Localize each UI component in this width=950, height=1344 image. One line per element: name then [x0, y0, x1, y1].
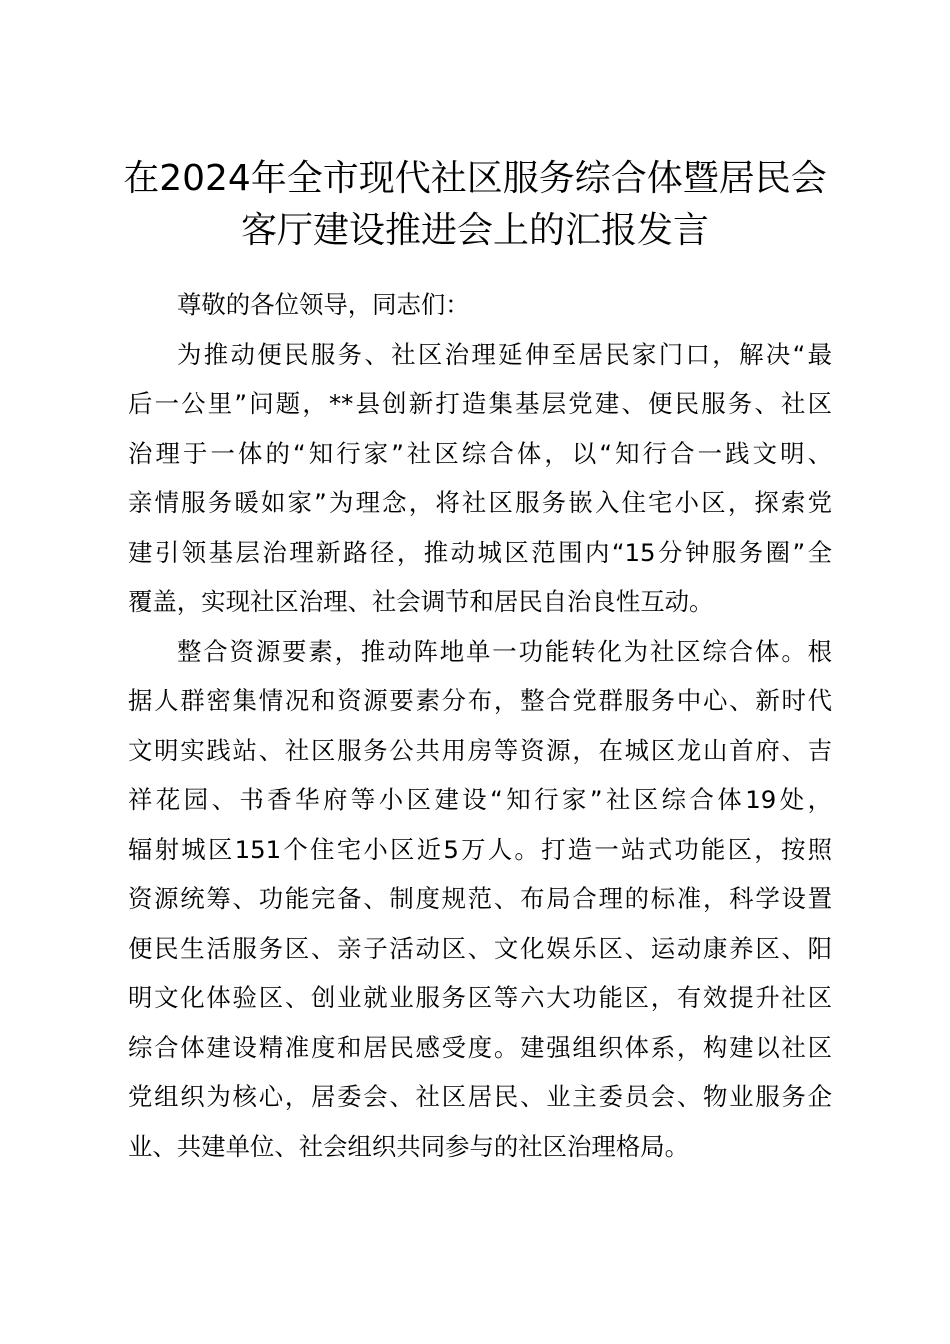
- document-body: [128, 280, 832, 1171]
- text-line: 为推动便民服务、社区治理延伸至居民家门口，解决“最: [177, 339, 832, 369]
- text-line: 业、共建单位、社会组织共同参与的社区治理格局。: [128, 1131, 689, 1161]
- text-line: 覆盖，实现社区治理、社会调节和居民自治良性互动。: [128, 587, 714, 616]
- text-line: 据人群密集情况和资源要素分布，整合党群服务中心、新时代: [128, 686, 832, 715]
- text-line: 综合体建设精准度和居民感受度。建强组织体系，构建以社区: [128, 1032, 832, 1062]
- text-line: 明文化体验区、创业就业服务区等六大功能区，有效提升社区: [128, 983, 832, 1012]
- text-line: 建引领基层治理新路径，推动城区范围内“15分钟服务圈”全: [128, 537, 832, 567]
- text-line: 整合资源要素，推动阵地单一功能转化为社区综合体。根: [177, 636, 832, 666]
- document-title: [0, 153, 950, 257]
- salutation-paragraph: [128, 280, 832, 330]
- text-line: 治理于一体的“知行家”社区综合体，以“知行合一践文明、: [128, 438, 832, 468]
- text-line: 后一公里”问题，**县创新打造集基层党建、便民服务、社区: [128, 389, 832, 418]
- intro-paragraph: [128, 330, 832, 627]
- text-line: 辐射城区151个住宅小区近5万人。打造一站式功能区，按照: [128, 834, 832, 864]
- title-line: 客厅建设推进会上的汇报发言: [240, 210, 709, 251]
- text-line: 祥花园、书香华府等小区建设“知行家”社区综合体19处，: [128, 785, 832, 814]
- text-line: 党组织为核心，居委会、社区居民、业主委员会、物业服务企: [128, 1082, 832, 1111]
- text-line: 文明实践站、社区服务公共用房等资源，在城区龙山首府、吉: [128, 735, 832, 765]
- resources-paragraph: [128, 627, 832, 1172]
- text-line: 亲情服务暖如家”为理念，将社区服务嵌入住宅小区，探索党: [128, 488, 832, 517]
- text-line: 尊敬的各位领导，同志们：: [177, 290, 470, 319]
- title-line: 在2024年全市现代社区服务综合体暨居民会: [123, 158, 827, 199]
- text-line: 便民生活服务区、亲子活动区、文化娱乐区、运动康养区、阳: [128, 933, 832, 963]
- text-line: 资源统筹、功能完备、制度规范、布局合理的标准，科学设置: [128, 884, 832, 913]
